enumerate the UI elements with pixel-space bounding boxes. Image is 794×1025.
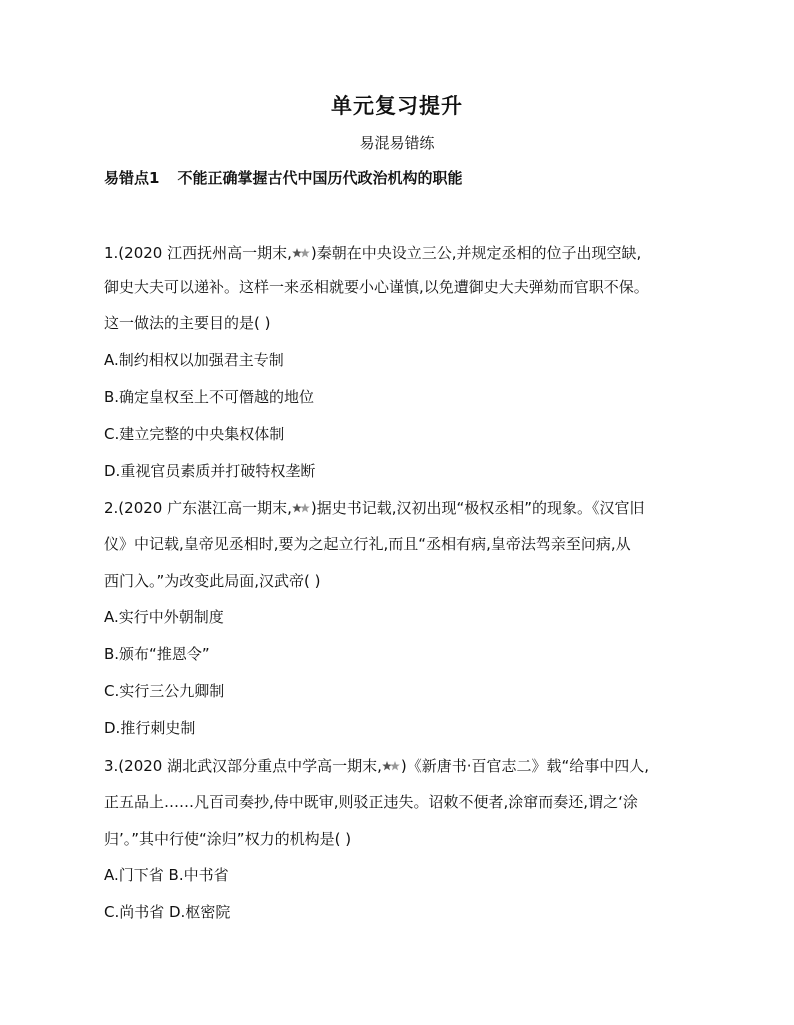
question-2-option-b: B.颁布“推恩令” <box>104 645 210 663</box>
page-title: 单元复习提升 <box>331 94 463 118</box>
question-2-stem-line-2: 仪》中记载,皇帝见丞相时,要为之起立行礼,而且“丞相有病,皇帝法驾亲至问病,从 <box>104 535 631 553</box>
question-1-option-c: C.建立完整的中央集权体制 <box>104 425 285 443</box>
question-1-stem-line-1: 1.(2020 江西抚州高一期末, )秦朝在中央设立三公,并规定丞相的位子出现空缺, <box>104 244 642 262</box>
question-1-stem-line-2: 御史大夫可以递补。这样一来丞相就要小心谨慎,以免遭御史大夫弹劾而官职不保。 <box>104 278 649 296</box>
section-label: 易错点1 <box>104 169 160 187</box>
question-1-option-a: A.制约相权以加强君主专制 <box>104 351 284 369</box>
question-1-stem-line-3: 这一做法的主要目的是( ) <box>104 314 271 332</box>
difficulty-star-icon <box>292 502 311 514</box>
page-subtitle: 易混易错练 <box>359 134 435 152</box>
question-3-options-row-2: C.尚书省 D.枢密院 <box>104 903 231 921</box>
question-2-option-a: A.实行中外朝制度 <box>104 608 224 626</box>
question-1-option-b: B.确定皇权至上不可僭越的地位 <box>104 388 315 406</box>
question-3-options-row-1: A.门下省 B.中书省 <box>104 866 229 884</box>
question-2-option-c: C.实行三公九卿制 <box>104 682 225 700</box>
section-heading <box>104 167 462 188</box>
question-2-stem-line-1: 2.(2020 广东湛江高一期末, )据史书记载,汉初出现“极权丞相”的现象。《汉官旧 <box>104 499 645 517</box>
question-3-stem-line-2: 正五品上……凡百司奏抄,侍中既审,则驳正违失。诏敕不便者,涂窜而奏还,谓之‘涂 <box>104 793 638 811</box>
difficulty-star-icon <box>382 760 401 772</box>
section-text: 不能正确掌握古代中国历代政治机构的职能 <box>177 169 463 187</box>
question-1-option-d: D.重视官员素质并打破特权垄断 <box>104 462 316 480</box>
question-2-option-d: D.推行刺史制 <box>104 719 196 737</box>
difficulty-star-icon <box>292 247 311 259</box>
question-2-stem-line-3: 西门入。”为改变此局面,汉武帝( ) <box>104 572 321 590</box>
question-3-stem-line-3: 归’。”其中行使“涂归”权力的机构是( ) <box>104 830 352 848</box>
question-3-stem-line-1: 3.(2020 湖北武汉部分重点中学高一期末, )《新唐书·百官志二》载“给事中四人, <box>104 757 650 775</box>
